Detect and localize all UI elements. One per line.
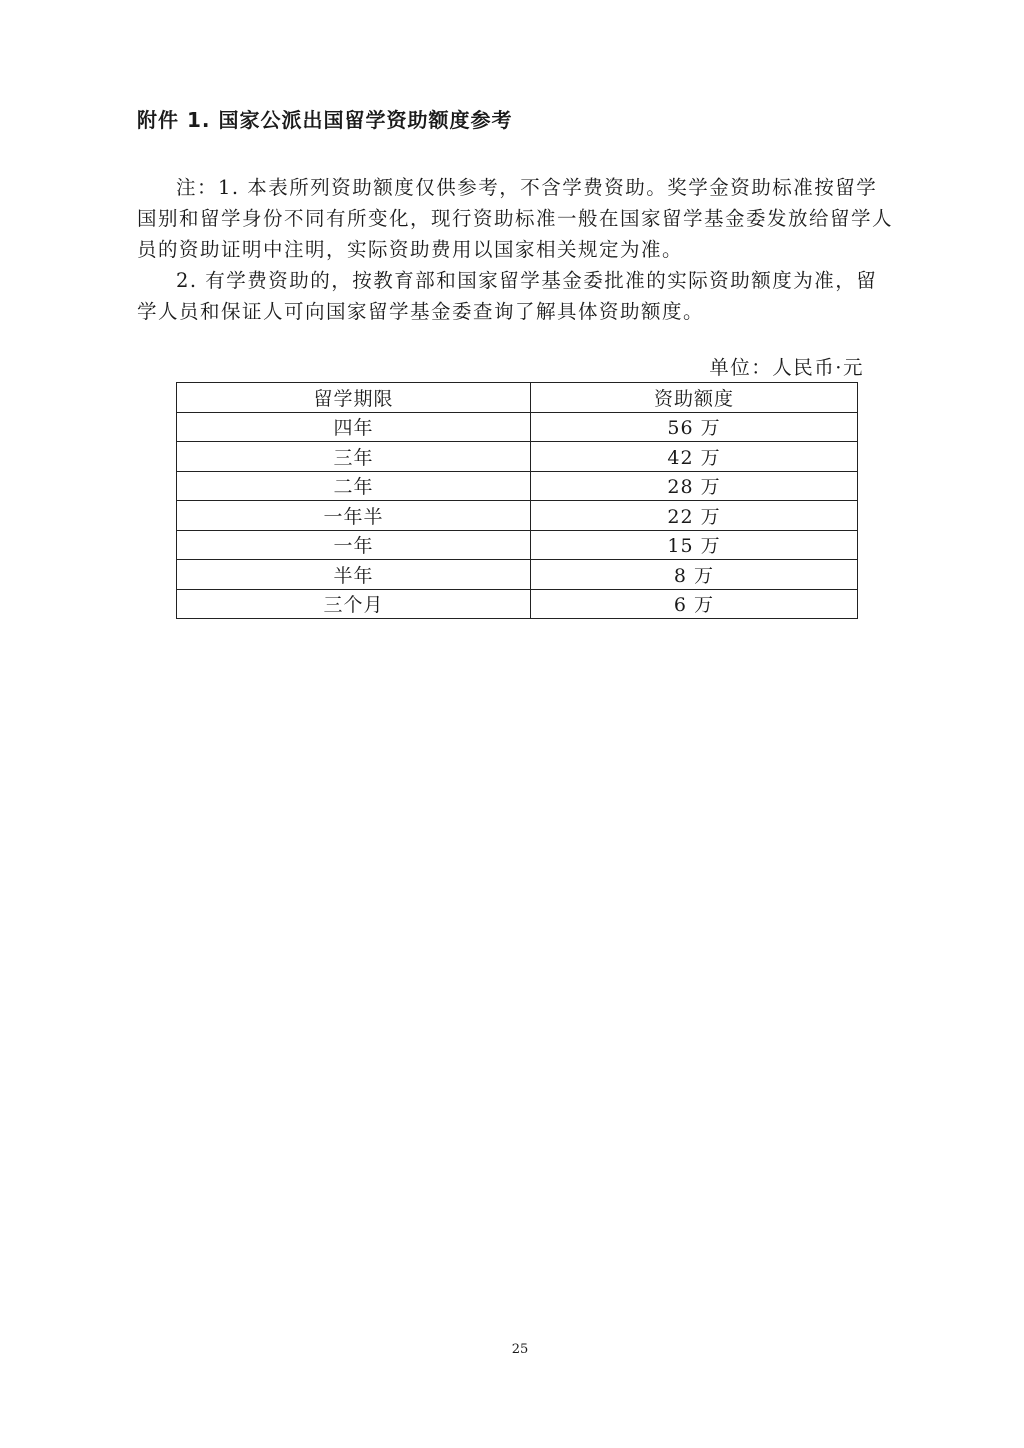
cell-duration: 三个月 (177, 589, 531, 619)
table-row (177, 471, 858, 501)
table-header-row (177, 383, 858, 413)
cell-amount: 22 万 (531, 501, 858, 531)
cell-duration: 一年半 (177, 501, 531, 531)
cell-amount: 15 万 (531, 530, 858, 560)
funding-table (176, 382, 858, 619)
note-1: 注：1. 本表所列资助额度仅供参考，不含学费资助。奖学金资助标准按留学国别和留学身份不同有所变化，现行资助标准一般在国家留学基金委发放给留学人员的资助证明中注明，实际资助费用以国家相关规定为准。 (137, 176, 894, 261)
page-number: 25 (511, 1342, 529, 1357)
notes (137, 172, 897, 327)
cell-amount: 42 万 (531, 442, 858, 472)
cell-duration: 三年 (177, 442, 531, 472)
cell-amount: 6 万 (531, 589, 858, 619)
cell-duration: 半年 (177, 560, 531, 590)
cell-duration: 四年 (177, 412, 531, 442)
cell-duration: 一年 (177, 530, 531, 560)
unit-label: 单位：人民币·元 (709, 356, 864, 379)
table-row (177, 412, 858, 442)
table-row (177, 589, 858, 619)
cell-amount: 56 万 (531, 412, 858, 442)
cell-duration: 二年 (177, 471, 531, 501)
table-row (177, 442, 858, 472)
cell-amount: 8 万 (531, 560, 858, 590)
note-2: 2. 有学费资助的，按教育部和国家留学基金委批准的实际资助额度为准，留学人员和保证人可向国家留学基金委查询了解具体资助额度。 (137, 269, 878, 323)
header-amount: 资助额度 (531, 383, 858, 413)
cell-amount: 28 万 (531, 471, 858, 501)
table-row (177, 560, 858, 590)
page-title: 附件 1. 国家公派出国留学资助额度参考 (137, 108, 513, 132)
table-row (177, 530, 858, 560)
table-row (177, 501, 858, 531)
header-duration: 留学期限 (177, 383, 531, 413)
